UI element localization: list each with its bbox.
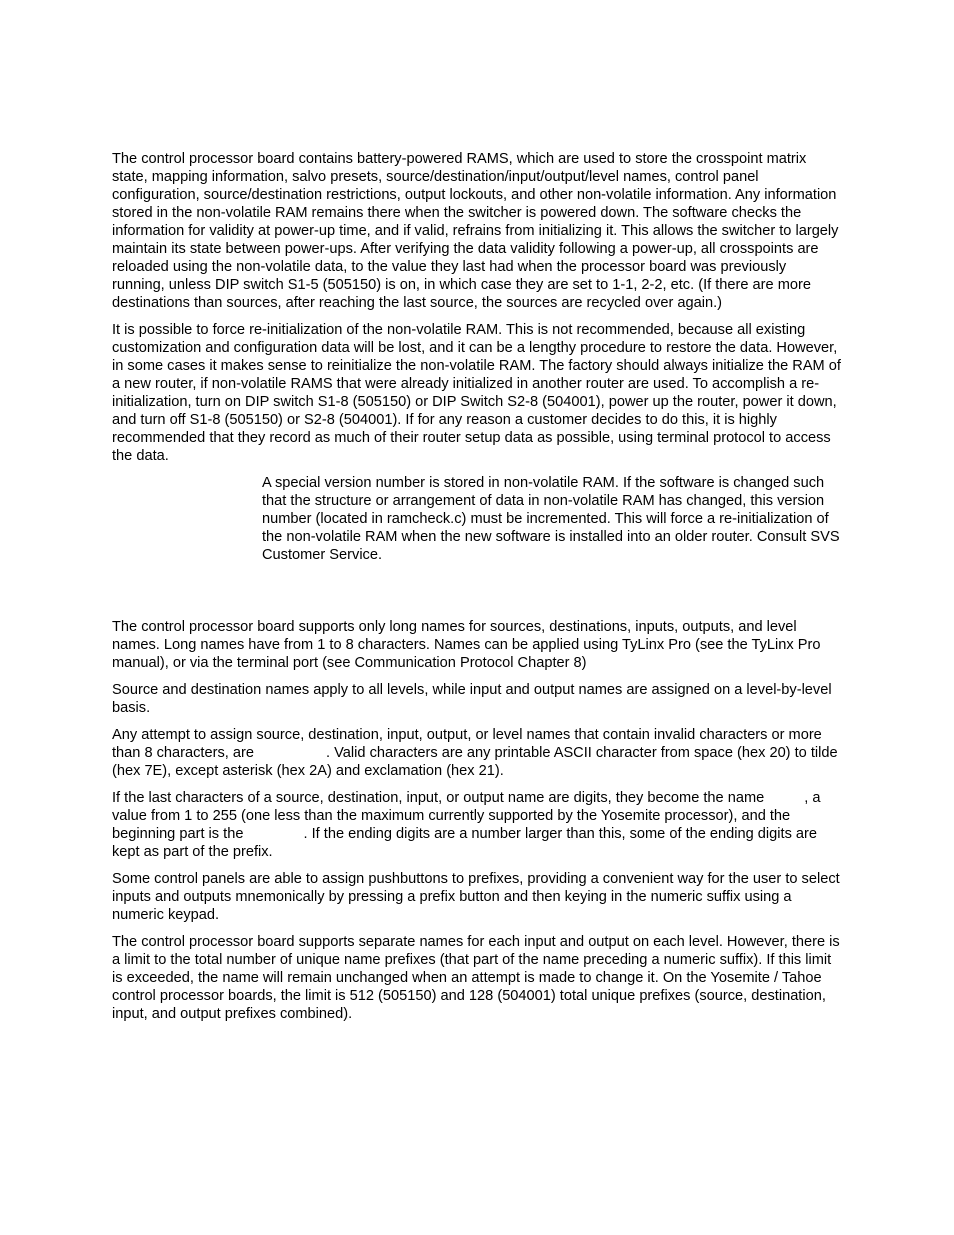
names-paragraph-5: Some control panels are able to assign pushbuttons to prefixes, providing a convenient way for the user to select inputs and outputs mnemonically by pressing a prefix button and then keying in the numeric suffix using a numeric keypad. [112,871,840,923]
names-paragraph-3 [112,726,842,780]
nvram-paragraph-2: It is possible to force re-initialization of the non-volatile RAM. This is not recommended, because all existing customization and configuration data will be lost, and it can be a lengthy procedure to restore the data. However, in some cases it makes sense to reinitialize the non-volatile RAM. The factory should always initialize the RAM of a new router, if non-volatile RAMS that were already initialized in another router are used. To accomplish a re-initialization, turn on DIP switch S1-8 (505150) or DIP Switch S2-8 (504001), power up the router, power it down, and turn off S1-8 (505150) or S2-8 (504001). If for any reason a customer decides to do this, it is highly recommended that they record as much of their router setup data as possible, using terminal protocol to access the data. [112,322,841,464]
names-paragraph-2: Source and destination names apply to all levels, while input and output names are assigned on a level-by-level basis. [112,682,832,716]
names-paragraph-6: The control processor board supports separate names for each input and output on each level. However, there is a limit to the total number of unique name prefixes (that part of the name preceding a numeric suffix). If this limit is exceeded, the name will remain unchanged when an attempt is made to change it. On the Yosemite / Tahoe control processor boards, the limit is 512 (505150) and 128 (504001) total unique prefixes (source, destination, input, and output prefixes combined). [112,934,840,1022]
names-p3-start: Any attempt to assign source, destination, input, output, or level names that contain invalid characters or more than 8 characters, are [112,727,822,761]
names-p4-end: . If the ending digits are a number larger than this, some of the ending digits are kept as part of the prefix. [112,826,818,860]
nvram-paragraph-1: The control processor board contains battery-powered RAMS, which are used to store the crosspoint matrix state, mapping information, salvo presets, source/destination/input/output/level names, control panel configuration, source/destination restrictions, output lockouts, and other non-volatile information. Any information stored in the non-volatile RAM remains there when the switcher is powered down. The software checks the information for validity at power-up time, and if valid, refrains from initializing it. This allows the switcher to largely maintain its state between power-ups. After verifying the data validity following a power-up, all crosspoints are reloaded using the non-volatile data, to the value they last had when the processor board was previously running, unless DIP switch S1-5 (505150) is on, in which case they are set to 1-1, 2-2, etc. (If there are more destinations than sources, after reaching the last source, the sources are recycled over again.) [112,151,839,311]
names-paragraph-1: The control processor board supports only long names for sources, destinations, inputs, outputs, and level names. Long names have from 1 to 8 characters. Names can be applied using TyLinx Pro (see the TyLinx Pro manual), or via the terminal port (see Communication Protocol Chapter 8) [112,619,821,671]
names-p4-start: If the last characters of a source, destination, input, or output name are digits, they become the name [112,790,769,806]
nvram-version-note: A special version number is stored in non-volatile RAM. If the software is changed such that the structure or arrangement of data in non-volatile RAM has changed, this version number (located in ramcheck.c) must be incremented. This will force a re-initialization of the non-volatile RAM when the new software is installed into an older router. Consult SVS Customer Service. [262,475,840,563]
names-p3-end: . Valid characters are any printable ASCII character from space (hex 20) to tilde (hex 7E), except asterisk (hex 2A) and exclamation (hex 21). [112,745,838,779]
section-spacer [112,573,842,618]
names-p4-middle: , a value from 1 to 255 (one less than the maximum currently supported by the Yosemite processor), and the beginning part is the [112,790,821,842]
names-paragraph-4 [112,789,842,861]
document-page [112,150,842,1032]
